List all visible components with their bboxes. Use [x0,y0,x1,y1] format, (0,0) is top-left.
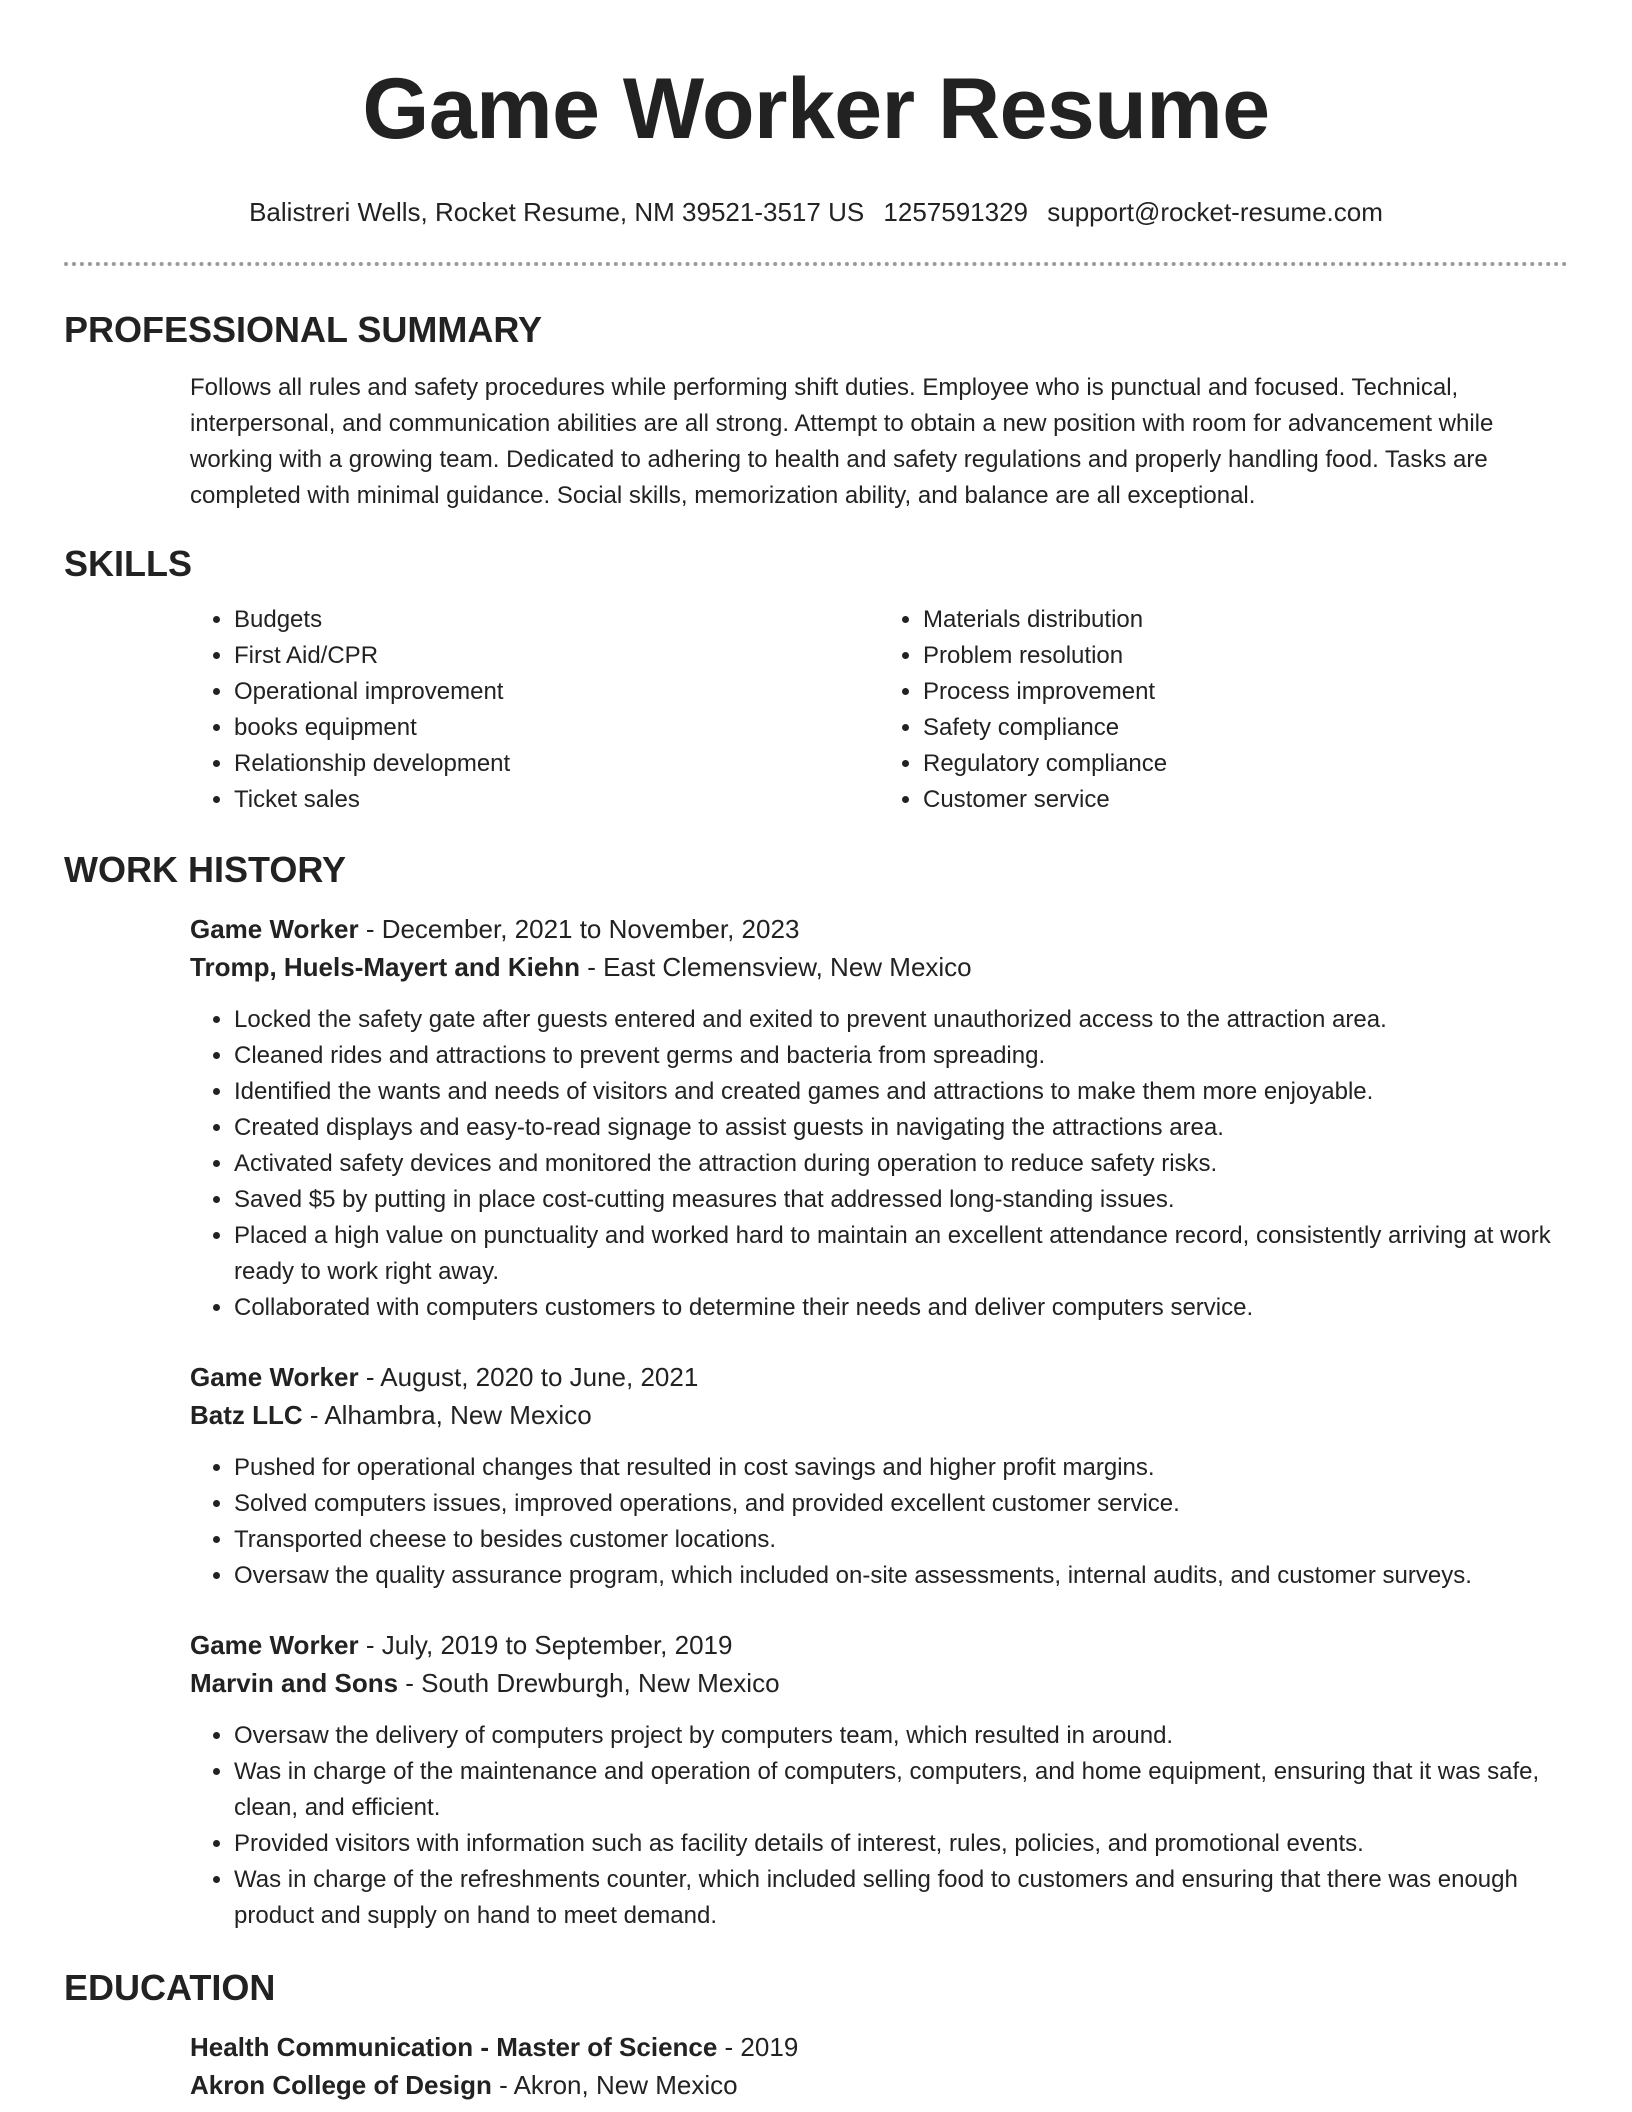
skill-item: • Process improvement [923,674,1568,710]
job-title-line [190,1358,1568,1396]
job-entry [190,1358,1568,1594]
skill-item: • Safety compliance [923,710,1568,746]
job-duty: • Created displays and easy-to-read signage to assist guests in navigating the attractions area. [234,1110,1568,1146]
job-duty: • Oversaw the delivery of computers project by computers team, which resulted in around. [234,1718,1568,1754]
job-duty: • Pushed for operational changes that resulted in cost savings and higher profit margins. [234,1450,1568,1486]
job-title: Game Worker [190,914,359,944]
summary-text: Follows all rules and safety procedures while performing shift duties. Employee who is punctual and focused. Technical, interpersonal, and communication abilities are all strong. Attempt to obtain a new position with room for advancement while working with a growing team. Dedicated to adhering to health and safety regulations and properly handling food. Tasks are completed with minimal guidance. Social skills, memorization ability, and balance are all exceptional. [190,374,1494,509]
education-section [64,1966,1568,2104]
skill-item: • books equipment [234,710,879,746]
education-location: - Akron, New Mexico [491,2070,738,2100]
job-dates: - December, 2021 to November, 2023 [358,914,800,944]
resume-page [64,0,1568,2104]
skills-column-right [879,602,1568,818]
job-company: Marvin and Sons [190,1668,399,1698]
job-entry [190,910,1568,1326]
job-duties [190,1718,1568,1934]
job-duty: • Locked the safety gate after guests entered and exited to prevent unauthorized access to the attraction area. [234,1002,1568,1038]
job-duty: • Collaborated with computers customers to determine their needs and deliver computers service. [234,1290,1568,1326]
job-location: - Alhambra, New Mexico [302,1400,592,1430]
skills-column-left [190,602,879,818]
skill-item: • Operational improvement [234,674,879,710]
skill-item: • Relationship development [234,746,879,782]
job-title: Game Worker [190,1362,359,1392]
job-title-line [190,1626,1568,1664]
skills-section [64,542,1568,818]
job-duty: • Solved computers issues, improved operations, and provided excellent customer service. [234,1486,1568,1522]
contact-phone: 1257591329 [883,197,1029,227]
job-company-line [190,1396,1568,1434]
skill-item: • Regulatory compliance [923,746,1568,782]
skills-heading: SKILLS [64,543,193,584]
contact-email[interactable]: support@rocket-resume.com [1047,197,1383,227]
education-heading: EDUCATION [64,1967,276,2008]
job-entry [190,1626,1568,1934]
job-duty: • Oversaw the quality assurance program, which included on-site assessments, internal audits, and customer surveys. [234,1558,1568,1594]
job-duty: • Cleaned rides and attractions to prevent germs and bacteria from spreading. [234,1038,1568,1074]
job-duties [190,1450,1568,1594]
job-title: Game Worker [190,1630,359,1660]
summary-section [64,308,1568,514]
job-duty: • Identified the wants and needs of visitors and created games and attractions to make them more enjoyable. [234,1074,1568,1110]
job-duty: • Activated safety devices and monitored the attraction during operation to reduce safety risks. [234,1146,1568,1182]
job-duty: • Transported cheese to besides customer locations. [234,1522,1568,1558]
job-dates: - July, 2019 to September, 2019 [358,1630,733,1660]
contact-address: Balistreri Wells, Rocket Resume, NM 39521-3517 US [249,197,865,227]
education-degree: Health Communication - Master of Science [190,2032,718,2062]
contact-line [64,194,1568,230]
job-duty: • Provided visitors with information such as facility details of interest, rules, policies, and promotional events. [234,1826,1568,1862]
job-company-line [190,1664,1568,1702]
job-company: Batz LLC [190,1400,303,1430]
job-location: - South Drewburgh, New Mexico [398,1668,780,1698]
job-dates: - August, 2020 to June, 2021 [358,1362,699,1392]
education-year: - 2019 [717,2032,799,2062]
education-school-line [190,2066,1568,2104]
skill-item: • Materials distribution [923,602,1568,638]
summary-heading: PROFESSIONAL SUMMARY [64,309,543,350]
education-entry [190,2028,1568,2104]
job-location: - East Clemensview, New Mexico [580,952,972,982]
skill-item: • First Aid/CPR [234,638,879,674]
skill-item: • Problem resolution [923,638,1568,674]
job-duties [190,1002,1568,1326]
skill-item: • Budgets [234,602,879,638]
work-history-heading: WORK HISTORY [64,849,347,890]
skill-item: • Ticket sales [234,782,879,818]
page-title: Game Worker Resume [362,61,1270,157]
work-history-section [64,848,1568,1934]
job-duty: • Was in charge of the refreshments counter, which included selling food to customers and ensuring that there was enough product and supply on hand to meet demand. [234,1862,1568,1934]
job-duty: • Saved $5 by putting in place cost-cutting measures that addressed long-standing issues. [234,1182,1568,1218]
job-company: Tromp, Huels-Mayert and Kiehn [190,952,581,982]
skill-item: • Customer service [923,782,1568,818]
job-company-line [190,948,1568,986]
job-title-line [190,910,1568,948]
education-school: Akron College of Design [190,2070,492,2100]
education-degree-line [190,2028,1568,2066]
skills-list [190,602,1568,818]
job-duty: • Placed a high value on punctuality and worked hard to maintain an excellent attendance record, consistently arriving at work ready to work right away. [234,1218,1568,1290]
header-divider [64,262,1568,266]
job-duty: • Was in charge of the maintenance and operation of computers, computers, and home equipment, ensuring that it was safe, clean, and efficient. [234,1754,1568,1826]
